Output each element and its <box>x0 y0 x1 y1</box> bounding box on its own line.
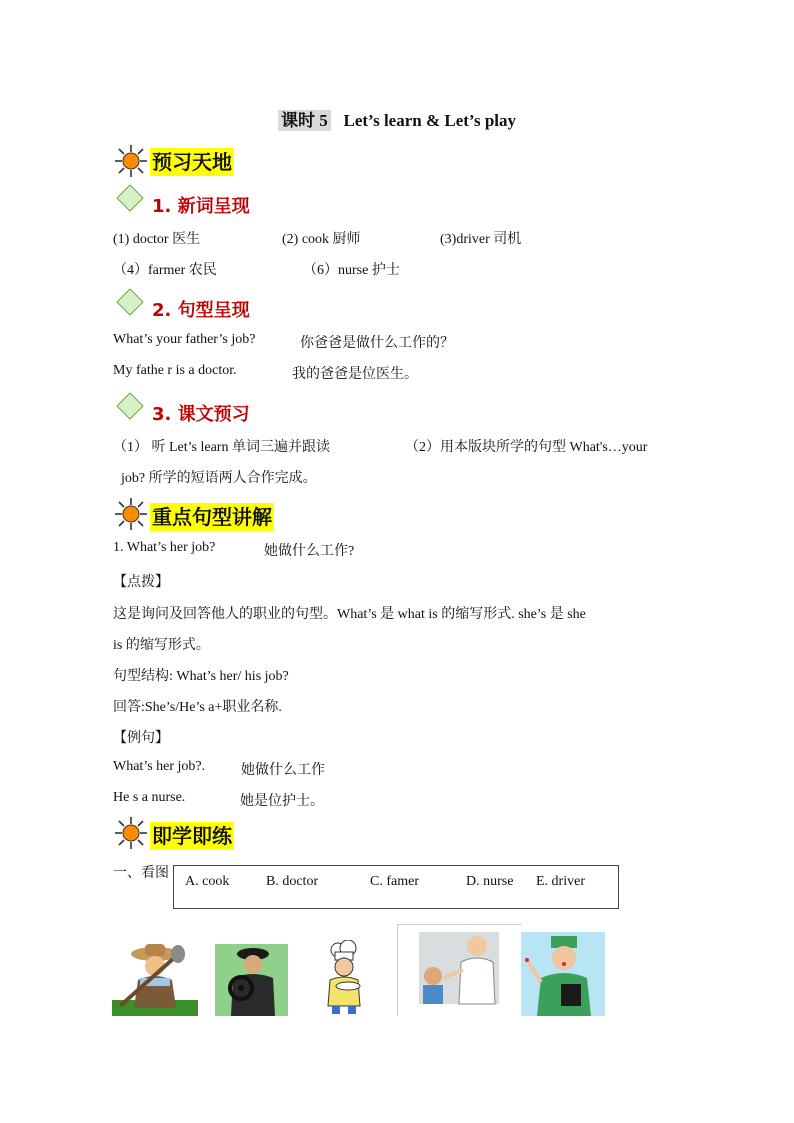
pattern-question-en: What’s your father’s job? <box>113 332 256 347</box>
option-e: E. driver <box>536 874 585 889</box>
subheading-text-preview: 3. 课文预习 <box>152 404 250 425</box>
example-1-en: What’s her job?. <box>113 759 206 774</box>
diamond-icon <box>116 392 144 420</box>
nurse-picture <box>521 932 605 1016</box>
diamond-icon <box>116 288 144 316</box>
example-2-en: He s a nurse. <box>113 790 186 805</box>
tip-label: 【点拨】 <box>113 575 169 590</box>
driver-picture <box>215 944 288 1016</box>
word-cook: (2) cook 厨师 <box>282 232 361 247</box>
pattern-answer-en: My fathe r is a doctor. <box>113 363 237 378</box>
word-driver: (3)driver 司机 <box>440 232 522 247</box>
lesson-number: 课时 5 <box>278 110 331 131</box>
pattern-structure: 句型结构: What’s her/ his job? <box>113 669 289 684</box>
section-heading-practice: 即学即练 <box>152 824 232 848</box>
key-question-cn: 她做什么工作? <box>264 544 355 559</box>
subheading-sentence-pattern: 2. 句型呈现 <box>152 300 250 321</box>
pattern-answer: 回答:She’s/He’s a+职业名称. <box>113 700 282 715</box>
farmer-picture <box>112 940 198 1016</box>
doctor-picture <box>397 924 522 1016</box>
tip-line-1: 这是询问及回答他人的职业的句型。What’s 是 what is 的缩写形式. she’s 是 she <box>113 607 586 622</box>
option-c: C. famer <box>370 874 419 889</box>
sun-icon <box>114 144 148 178</box>
diamond-icon <box>116 184 144 212</box>
exercise-intro: 一、看图 <box>113 866 169 881</box>
word-nurse: （6）nurse 护士 <box>303 263 400 278</box>
sun-icon <box>114 497 148 531</box>
page-title <box>0 106 794 131</box>
subheading-new-words: 1. 新词呈现 <box>152 196 250 217</box>
pattern-answer-cn: 我的爸爸是位医生。 <box>292 367 418 382</box>
preview-task-1: （1） 听 Let’s learn 单词三遍并跟读 <box>113 440 330 455</box>
word-doctor: (1) doctor 医生 <box>113 232 201 247</box>
preview-task-2-cont: job? 所学的短语两人合作完成。 <box>121 471 317 486</box>
word-farmer: （4）farmer 农民 <box>113 263 217 278</box>
section-heading-preview: 预习天地 <box>152 150 232 174</box>
option-box <box>173 865 619 909</box>
option-b: B. doctor <box>266 874 319 889</box>
cook-picture <box>322 940 366 1016</box>
option-d: D. nurse <box>466 874 514 889</box>
preview-task-2: （2）用本版块所学的句型 What's…your <box>405 440 648 455</box>
key-question-en: 1. What’s her job? <box>113 540 216 555</box>
sun-icon <box>114 816 148 850</box>
tip-line-2: is 的缩写形式。 <box>113 638 210 653</box>
section-heading-key-patterns: 重点句型讲解 <box>152 505 272 529</box>
example-2-cn: 她是位护士。 <box>240 794 324 809</box>
pattern-question-cn: 你爸爸是做什么工作的？ <box>300 336 454 351</box>
example-label: 【例句】 <box>113 731 169 746</box>
option-a: A. cook <box>185 874 230 889</box>
example-1-cn: 她做什么工作 <box>241 763 325 778</box>
lesson-topic: Let’s learn & Let’s play <box>343 111 516 130</box>
